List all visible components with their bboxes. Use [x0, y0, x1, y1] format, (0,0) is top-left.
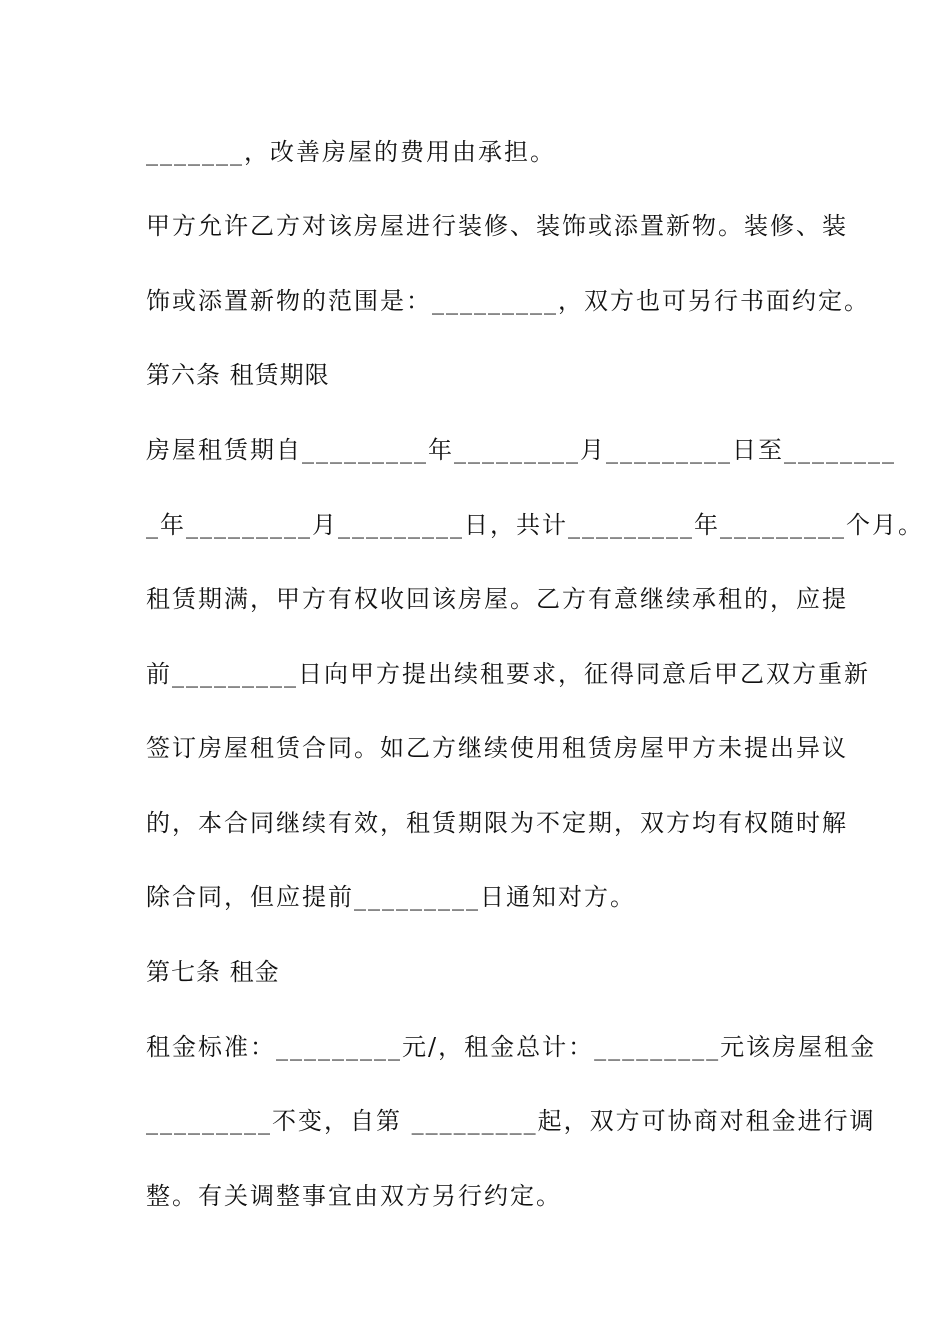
text-line-3: 饰或添置新物的范围是：_________，双方也可另行书面约定。	[146, 287, 870, 315]
text-line-2: 甲方允许乙方对该房屋进行装修、装饰或添置新物。装修、装	[146, 212, 848, 240]
text-line-10: 的，本合同继续有效，租赁期限为不定期，双方均有权随时解	[146, 809, 848, 837]
text-line-11: 除合同，但应提前_________日通知对方。	[146, 883, 636, 911]
text-line-1: _______，改善房屋的费用由承担。	[146, 138, 556, 166]
text-line-5: 房屋租赁期自_________年_________月_________日至________	[146, 436, 896, 464]
text-line-9: 签订房屋租赁合同。如乙方继续使用租赁房屋甲方未提出异议	[146, 734, 848, 762]
text-line-8: 前_________日向甲方提出续租要求，征得同意后甲乙双方重新	[146, 660, 870, 688]
text-line-15: 整。有关调整事宜由双方另行约定。	[146, 1182, 562, 1210]
text-line-7: 租赁期满，甲方有权收回该房屋。乙方有意继续承租的，应提	[146, 585, 848, 613]
text-line-13: 租金标准：_________元/，租金总计：_________元该房屋租金	[146, 1033, 877, 1061]
section-heading-article-7: 第七条 租金	[146, 958, 280, 986]
text-line-6: _年_________月_________日，共计_________年_________个月。	[146, 511, 924, 539]
text-line-14: _________不变，自第 _________起，双方可协商对租金进行调	[146, 1107, 876, 1135]
section-heading-article-6: 第六条 租赁期限	[146, 361, 330, 389]
